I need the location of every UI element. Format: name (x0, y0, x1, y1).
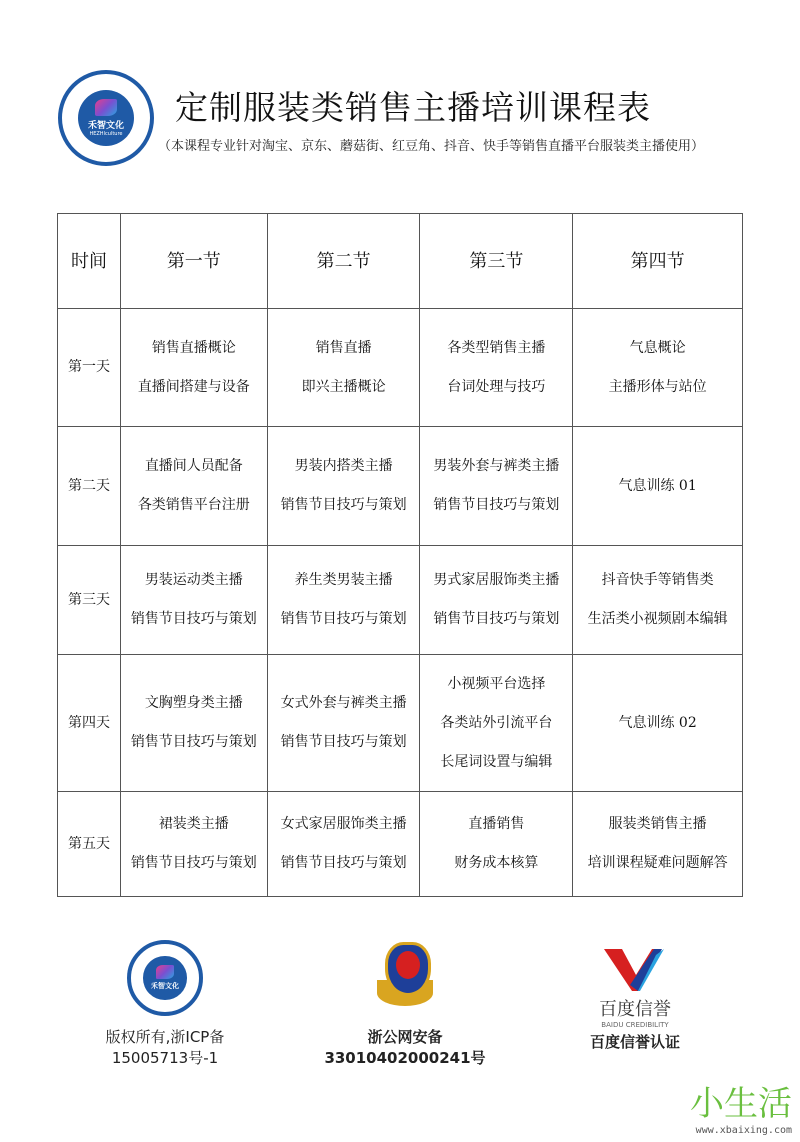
course-schedule-table (57, 213, 743, 897)
session-cell (420, 309, 573, 427)
table-header-row (58, 214, 743, 309)
baidu-title: 百度信誉 (599, 999, 671, 1020)
session-cell (267, 546, 420, 655)
session-cell (120, 655, 267, 792)
session-line: 男式家居服饰类主播 (433, 572, 560, 588)
session-cell (120, 792, 267, 897)
session-cell (573, 546, 743, 655)
session-line: 财务成本核算 (454, 855, 539, 871)
session-cell (420, 655, 573, 792)
session-line: 销售直播概论 (151, 339, 236, 356)
session-line: 销售直播 (315, 339, 372, 356)
column-header: 第四节 (573, 214, 743, 309)
day-label: 第二天 (58, 427, 121, 546)
session-line: 气息概论 (629, 339, 686, 356)
column-header: 第三节 (420, 214, 573, 309)
session-line: 气息训练 02 (618, 714, 697, 731)
logo-text: 禾智文化 (87, 120, 124, 131)
baidu-en: BAIDU CREDIBILITY (601, 1021, 669, 1029)
session-line: 直播间搭建与设备 (137, 378, 250, 395)
session-line: 销售节目技巧与策划 (433, 611, 560, 627)
session-cell (420, 427, 573, 546)
logo-text: 禾智文化 (150, 981, 179, 990)
session-line: 台词处理与技巧 (447, 378, 546, 395)
session-line: 男装外套与裤类主播 (433, 458, 560, 474)
session-cell (420, 546, 573, 655)
session-cell (267, 427, 420, 546)
session-line: 销售节目技巧与策划 (280, 734, 407, 750)
watermark-url: www.xbaixing.com (695, 1125, 792, 1136)
police-badge-icon (373, 940, 437, 1010)
baidu-cert-text: 百度信誉认证 (589, 1033, 680, 1051)
session-line: 销售节目技巧与策划 (280, 497, 407, 513)
table-row (58, 546, 743, 655)
day-label: 第四天 (58, 655, 121, 792)
session-line: 文胸塑身类主播 (144, 695, 243, 711)
session-line: 服装类销售主播 (608, 816, 707, 832)
session-line: 销售节目技巧与策划 (280, 855, 407, 871)
session-line: 养生类男装主播 (294, 572, 393, 588)
session-line: 男装内搭类主播 (294, 458, 393, 474)
session-line: 各类站外引流平台 (440, 714, 553, 731)
subtitle: （本课程专业针对淘宝、京东、蘑菇街、红豆角、抖音、快手等销售直播平台服装类主播使用） (158, 139, 705, 154)
session-line: 销售节目技巧与策划 (130, 855, 257, 871)
session-line: 各类销售平台注册 (137, 497, 250, 513)
baidu-credibility-block (580, 945, 690, 1052)
session-line: 销售节目技巧与策划 (433, 497, 560, 513)
baidu-v-logo-icon (600, 945, 670, 995)
company-logo (58, 70, 154, 166)
session-line: 销售节目技巧与策划 (130, 734, 257, 750)
session-cell (120, 427, 267, 546)
session-line: 直播间人员配备 (144, 458, 243, 474)
session-cell (120, 546, 267, 655)
day-label: 第一天 (58, 309, 121, 427)
logo-subtext: HEZHIculture (89, 130, 123, 137)
session-line: 销售节目技巧与策划 (130, 611, 257, 627)
session-line: 即兴主播概论 (301, 378, 386, 395)
session-cell (120, 309, 267, 427)
table-row (58, 792, 743, 897)
session-cell (573, 427, 743, 546)
police-block (300, 940, 510, 1068)
session-line: 男装运动类主播 (144, 572, 243, 588)
session-line: 培训课程疑难问题解答 (587, 855, 728, 871)
column-header: 时间 (58, 214, 121, 309)
session-line: 女式外套与裤类主播 (280, 695, 407, 711)
session-line: 直播销售 (468, 816, 525, 832)
session-cell (267, 309, 420, 427)
copyright-text: 版权所有,浙ICP备15005713号-1 (105, 1028, 225, 1067)
watermark-text: 小生活 (690, 1084, 792, 1124)
session-cell (420, 792, 573, 897)
page-title: 定制服装类销售主播培训课程表 (175, 88, 651, 127)
session-line: 女式家居服饰类主播 (280, 816, 407, 832)
column-header: 第二节 (267, 214, 420, 309)
session-line: 主播形体与站位 (608, 378, 707, 395)
session-line: 抖音快手等销售类 (601, 572, 714, 588)
session-cell (573, 792, 743, 897)
day-label: 第五天 (58, 792, 121, 897)
watermark (690, 1076, 792, 1136)
session-line: 气息训练 01 (618, 477, 697, 494)
table-row (58, 427, 743, 546)
session-cell (573, 655, 743, 792)
session-cell (573, 309, 743, 427)
session-line: 各类型销售主播 (447, 339, 546, 356)
session-line: 小视频平台选择 (447, 675, 546, 692)
day-label: 第三天 (58, 546, 121, 655)
session-line: 裙装类主播 (158, 816, 229, 832)
table-row (58, 309, 743, 427)
copyright-block (70, 940, 260, 1068)
company-logo-small (127, 940, 203, 1016)
table-row (58, 655, 743, 792)
session-line: 长尾词设置与编辑 (440, 753, 553, 770)
session-cell (267, 655, 420, 792)
police-record-text: 浙公网安备 33010402000241号 (324, 1028, 486, 1067)
session-line: 销售节目技巧与策划 (280, 611, 407, 627)
session-cell (267, 792, 420, 897)
column-header: 第一节 (120, 214, 267, 309)
session-line: 生活类小视频剧本编辑 (587, 611, 728, 627)
